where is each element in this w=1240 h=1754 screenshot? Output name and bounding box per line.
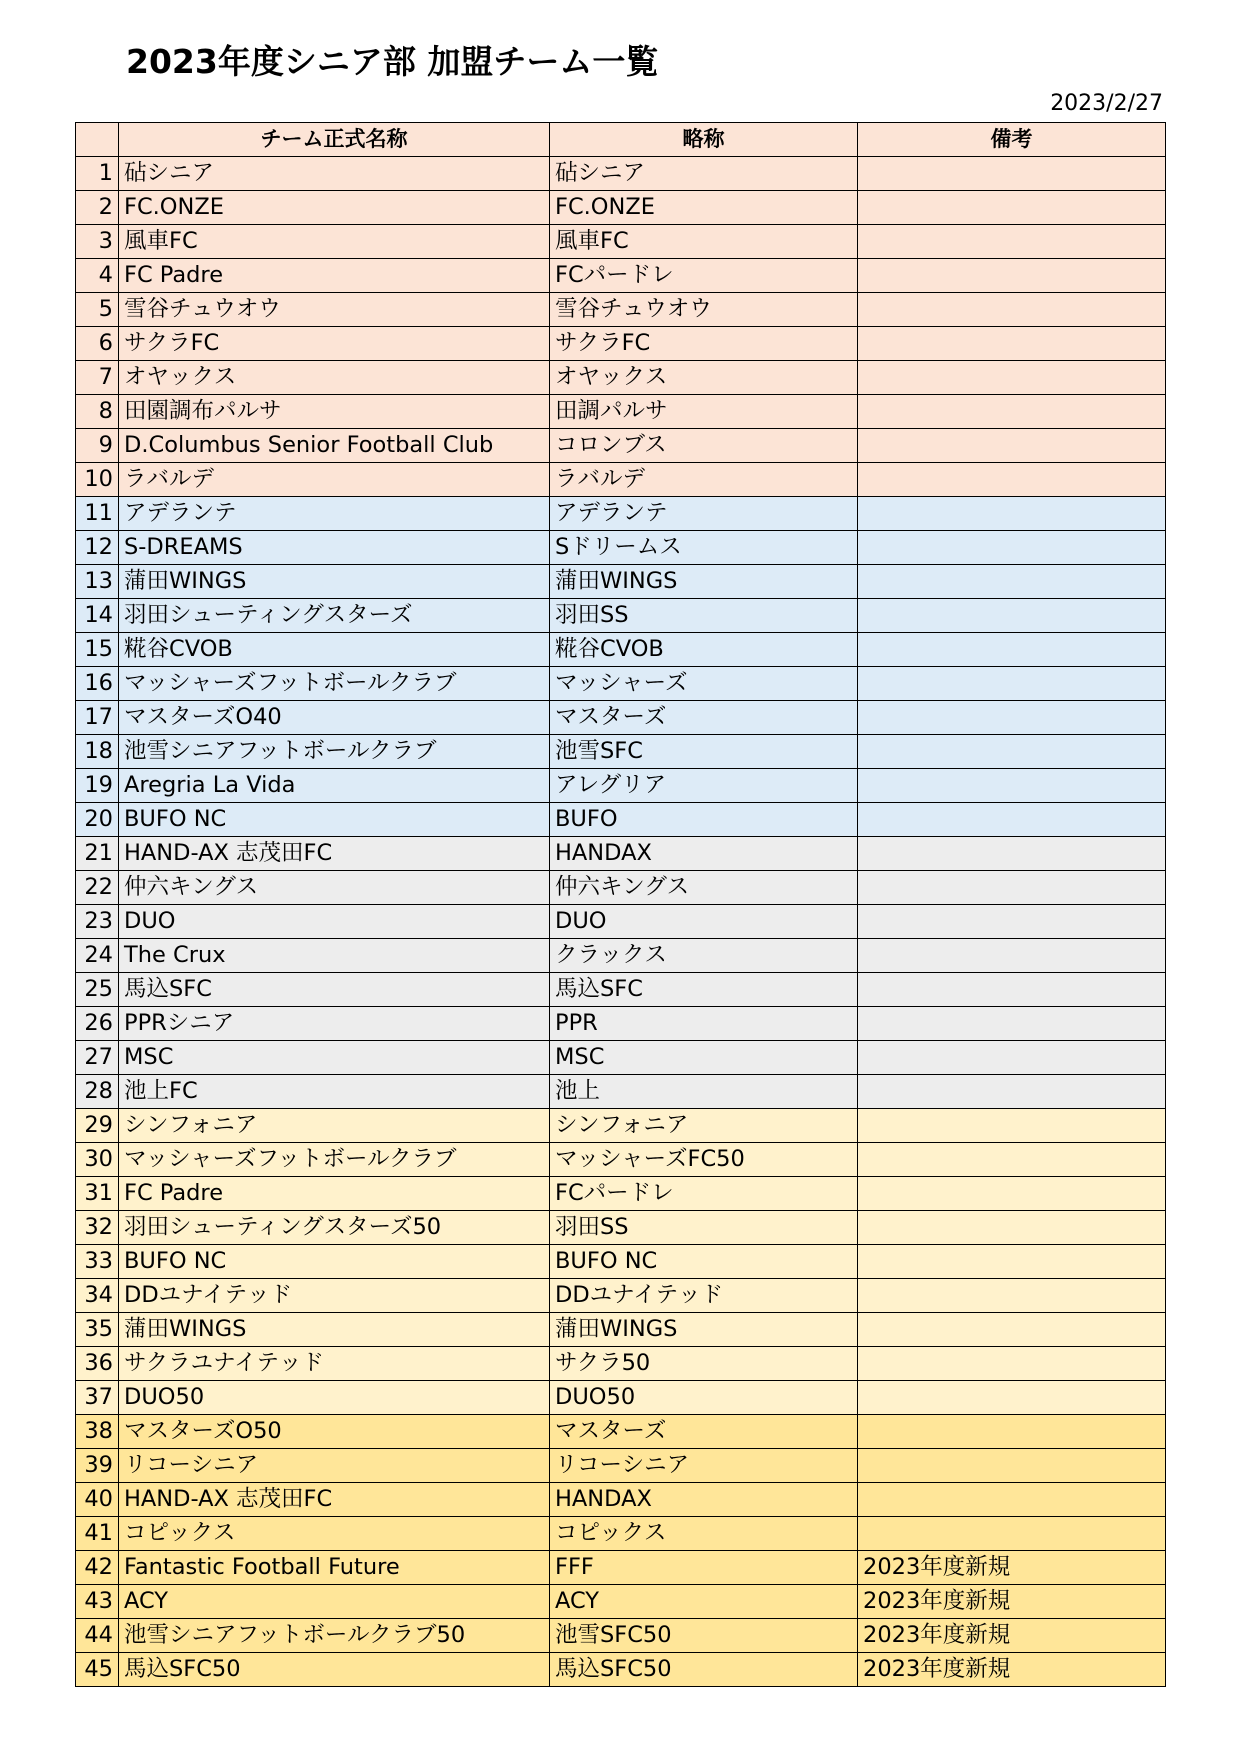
table-row	[76, 1551, 1166, 1585]
table-row	[76, 1483, 1166, 1517]
team-abbreviation: オヤックス	[550, 361, 858, 395]
team-remarks	[858, 1279, 1166, 1313]
team-abbreviation: FC.ONZE	[550, 191, 858, 225]
team-remarks	[858, 1483, 1166, 1517]
table-row	[76, 599, 1166, 633]
team-abbreviation: 雪谷チュウオウ	[550, 293, 858, 327]
team-official-name: Aregria La Vida	[119, 769, 550, 803]
table-row	[76, 633, 1166, 667]
table-row	[76, 1449, 1166, 1483]
table-row	[76, 1585, 1166, 1619]
team-abbreviation: マッシャーズ	[550, 667, 858, 701]
team-official-name: DUO50	[119, 1381, 550, 1415]
table-row	[76, 225, 1166, 259]
team-official-name: 羽田シューティングスターズ	[119, 599, 550, 633]
team-remarks	[858, 463, 1166, 497]
table-row	[76, 1653, 1166, 1687]
team-official-name: オヤックス	[119, 361, 550, 395]
row-number: 12	[76, 531, 119, 565]
team-remarks	[858, 973, 1166, 1007]
header-remarks: 備考	[858, 123, 1166, 157]
team-official-name: 池上FC	[119, 1075, 550, 1109]
team-official-name: サクラユナイテッド	[119, 1347, 550, 1381]
team-official-name: 蒲田WINGS	[119, 565, 550, 599]
team-remarks	[858, 1041, 1166, 1075]
row-number: 6	[76, 327, 119, 361]
table-row	[76, 531, 1166, 565]
row-number: 31	[76, 1177, 119, 1211]
team-abbreviation: 風車FC	[550, 225, 858, 259]
row-number: 36	[76, 1347, 119, 1381]
team-remarks	[858, 429, 1166, 463]
team-official-name: シンフォニア	[119, 1109, 550, 1143]
team-abbreviation: サクラFC	[550, 327, 858, 361]
team-remarks	[858, 1449, 1166, 1483]
row-number: 35	[76, 1313, 119, 1347]
team-remarks	[858, 837, 1166, 871]
row-number: 26	[76, 1007, 119, 1041]
row-number: 4	[76, 259, 119, 293]
team-official-name: FC Padre	[119, 1177, 550, 1211]
row-number: 14	[76, 599, 119, 633]
table-row	[76, 293, 1166, 327]
team-official-name: アデランテ	[119, 497, 550, 531]
team-abbreviation: HANDAX	[550, 837, 858, 871]
team-abbreviation: DUO	[550, 905, 858, 939]
team-official-name: 雪谷チュウオウ	[119, 293, 550, 327]
team-remarks	[858, 395, 1166, 429]
team-official-name: DUO	[119, 905, 550, 939]
team-abbreviation: コピックス	[550, 1517, 858, 1551]
team-official-name: 風車FC	[119, 225, 550, 259]
team-abbreviation: ラバルデ	[550, 463, 858, 497]
table-row	[76, 837, 1166, 871]
team-remarks	[858, 1075, 1166, 1109]
team-abbreviation: DUO50	[550, 1381, 858, 1415]
row-number: 20	[76, 803, 119, 837]
team-remarks	[858, 327, 1166, 361]
row-number: 39	[76, 1449, 119, 1483]
row-number: 29	[76, 1109, 119, 1143]
team-abbreviation: 池上	[550, 1075, 858, 1109]
row-number: 23	[76, 905, 119, 939]
team-abbreviation: HANDAX	[550, 1483, 858, 1517]
team-abbreviation: 羽田SS	[550, 1211, 858, 1245]
table-row	[76, 803, 1166, 837]
team-official-name: HAND-AX 志茂田FC	[119, 1483, 550, 1517]
team-abbreviation: マスターズ	[550, 1415, 858, 1449]
page-title: 2023年度シニア部 加盟チーム一覧	[126, 42, 659, 81]
row-number: 17	[76, 701, 119, 735]
team-remarks	[858, 803, 1166, 837]
team-official-name: リコーシニア	[119, 1449, 550, 1483]
team-remarks	[858, 667, 1166, 701]
teams-table	[75, 122, 1166, 1687]
team-remarks	[858, 1415, 1166, 1449]
team-remarks	[858, 939, 1166, 973]
team-abbreviation: 馬込SFC50	[550, 1653, 858, 1687]
row-number: 7	[76, 361, 119, 395]
team-abbreviation: リコーシニア	[550, 1449, 858, 1483]
row-number: 16	[76, 667, 119, 701]
team-official-name: BUFO NC	[119, 803, 550, 837]
row-number: 28	[76, 1075, 119, 1109]
row-number: 11	[76, 497, 119, 531]
team-abbreviation: アレグリア	[550, 769, 858, 803]
team-remarks	[858, 905, 1166, 939]
team-remarks	[858, 259, 1166, 293]
row-number: 25	[76, 973, 119, 1007]
row-number: 21	[76, 837, 119, 871]
team-official-name: FC.ONZE	[119, 191, 550, 225]
team-abbreviation: BUFO NC	[550, 1245, 858, 1279]
team-official-name: サクラFC	[119, 327, 550, 361]
team-remarks	[858, 871, 1166, 905]
team-remarks	[858, 1245, 1166, 1279]
table-row	[76, 905, 1166, 939]
table-row	[76, 1211, 1166, 1245]
team-abbreviation: コロンブス	[550, 429, 858, 463]
team-remarks	[858, 1177, 1166, 1211]
team-abbreviation: クラックス	[550, 939, 858, 973]
team-remarks	[858, 1109, 1166, 1143]
team-official-name: BUFO NC	[119, 1245, 550, 1279]
team-abbreviation: シンフォニア	[550, 1109, 858, 1143]
table-row	[76, 1517, 1166, 1551]
row-number: 1	[76, 157, 119, 191]
team-official-name: 糀谷CVOB	[119, 633, 550, 667]
table-row	[76, 735, 1166, 769]
table-row	[76, 157, 1166, 191]
team-remarks	[858, 1347, 1166, 1381]
team-official-name: The Crux	[119, 939, 550, 973]
table-row	[76, 1245, 1166, 1279]
table-row	[76, 1075, 1166, 1109]
team-official-name: MSC	[119, 1041, 550, 1075]
table-row	[76, 1143, 1166, 1177]
team-abbreviation: アデランテ	[550, 497, 858, 531]
team-official-name: 池雪シニアフットボールクラブ50	[119, 1619, 550, 1653]
row-number: 41	[76, 1517, 119, 1551]
row-number: 5	[76, 293, 119, 327]
table-row	[76, 463, 1166, 497]
team-remarks	[858, 191, 1166, 225]
team-remarks	[858, 599, 1166, 633]
row-number: 15	[76, 633, 119, 667]
team-official-name: コピックス	[119, 1517, 550, 1551]
team-abbreviation: 羽田SS	[550, 599, 858, 633]
row-number: 22	[76, 871, 119, 905]
team-official-name: 池雪シニアフットボールクラブ	[119, 735, 550, 769]
team-remarks	[858, 701, 1166, 735]
table-row	[76, 327, 1166, 361]
team-abbreviation: FCパードレ	[550, 259, 858, 293]
team-abbreviation: FFF	[550, 1551, 858, 1585]
row-number: 45	[76, 1653, 119, 1687]
team-abbreviation: DDユナイテッド	[550, 1279, 858, 1313]
team-official-name: 羽田シューティングスターズ50	[119, 1211, 550, 1245]
team-abbreviation: ACY	[550, 1585, 858, 1619]
team-remarks	[858, 225, 1166, 259]
table-row	[76, 667, 1166, 701]
team-official-name: S-DREAMS	[119, 531, 550, 565]
header-official-name: チーム正式名称	[119, 123, 550, 157]
team-abbreviation: 蒲田WINGS	[550, 1313, 858, 1347]
team-abbreviation: Sドリームス	[550, 531, 858, 565]
team-abbreviation: BUFO	[550, 803, 858, 837]
row-number: 40	[76, 1483, 119, 1517]
header-abbreviation: 略称	[550, 123, 858, 157]
team-abbreviation: MSC	[550, 1041, 858, 1075]
team-remarks	[858, 633, 1166, 667]
table-row	[76, 429, 1166, 463]
team-remarks	[858, 565, 1166, 599]
table-row	[76, 1279, 1166, 1313]
team-official-name: 馬込SFC50	[119, 1653, 550, 1687]
table-row	[76, 1177, 1166, 1211]
table-row	[76, 395, 1166, 429]
table-row	[76, 1109, 1166, 1143]
table-row	[76, 973, 1166, 1007]
team-remarks: 2023年度新規	[858, 1619, 1166, 1653]
row-number: 38	[76, 1415, 119, 1449]
team-abbreviation: マッシャーズFC50	[550, 1143, 858, 1177]
row-number: 43	[76, 1585, 119, 1619]
row-number: 30	[76, 1143, 119, 1177]
team-official-name: マッシャーズフットボールクラブ	[119, 1143, 550, 1177]
table-row	[76, 1313, 1166, 1347]
header-number	[76, 123, 119, 157]
table-row	[76, 565, 1166, 599]
team-remarks	[858, 1381, 1166, 1415]
team-official-name: D.Columbus Senior Football Club	[119, 429, 550, 463]
row-number: 9	[76, 429, 119, 463]
team-remarks: 2023年度新規	[858, 1653, 1166, 1687]
document-date: 2023/2/27	[1050, 91, 1163, 116]
row-number: 13	[76, 565, 119, 599]
team-remarks	[858, 1007, 1166, 1041]
team-remarks	[858, 1517, 1166, 1551]
row-number: 37	[76, 1381, 119, 1415]
row-number: 32	[76, 1211, 119, 1245]
team-official-name: 蒲田WINGS	[119, 1313, 550, 1347]
table-row	[76, 871, 1166, 905]
row-number: 44	[76, 1619, 119, 1653]
team-abbreviation: 馬込SFC	[550, 973, 858, 1007]
team-remarks	[858, 735, 1166, 769]
team-abbreviation: マスターズ	[550, 701, 858, 735]
row-number: 24	[76, 939, 119, 973]
row-number: 27	[76, 1041, 119, 1075]
table-row	[76, 701, 1166, 735]
team-abbreviation: 砧シニア	[550, 157, 858, 191]
team-remarks: 2023年度新規	[858, 1585, 1166, 1619]
team-remarks	[858, 1313, 1166, 1347]
team-abbreviation: PPR	[550, 1007, 858, 1041]
team-official-name: Fantastic Football Future	[119, 1551, 550, 1585]
row-number: 3	[76, 225, 119, 259]
row-number: 2	[76, 191, 119, 225]
team-official-name: HAND-AX 志茂田FC	[119, 837, 550, 871]
table-row	[76, 191, 1166, 225]
row-number: 33	[76, 1245, 119, 1279]
team-official-name: ラバルデ	[119, 463, 550, 497]
team-official-name: マスターズO40	[119, 701, 550, 735]
row-number: 42	[76, 1551, 119, 1585]
team-abbreviation: 仲六キングス	[550, 871, 858, 905]
table-row	[76, 361, 1166, 395]
table-row	[76, 497, 1166, 531]
team-official-name: 田園調布パルサ	[119, 395, 550, 429]
team-remarks	[858, 361, 1166, 395]
row-number: 18	[76, 735, 119, 769]
header-row	[76, 123, 1166, 157]
team-remarks	[858, 1143, 1166, 1177]
team-rows	[76, 157, 1166, 1687]
team-remarks	[858, 531, 1166, 565]
row-number: 10	[76, 463, 119, 497]
team-official-name: 砧シニア	[119, 157, 550, 191]
table-row	[76, 939, 1166, 973]
table-row	[76, 1619, 1166, 1653]
table-row	[76, 1381, 1166, 1415]
team-remarks	[858, 157, 1166, 191]
row-number: 19	[76, 769, 119, 803]
row-number: 34	[76, 1279, 119, 1313]
team-official-name: 馬込SFC	[119, 973, 550, 1007]
table-row	[76, 1041, 1166, 1075]
team-abbreviation: 池雪SFC50	[550, 1619, 858, 1653]
team-official-name: ACY	[119, 1585, 550, 1619]
team-abbreviation: 池雪SFC	[550, 735, 858, 769]
team-abbreviation: 糀谷CVOB	[550, 633, 858, 667]
team-official-name: 仲六キングス	[119, 871, 550, 905]
team-abbreviation: サクラ50	[550, 1347, 858, 1381]
table-row	[76, 1347, 1166, 1381]
table-row	[76, 1415, 1166, 1449]
table-row	[76, 769, 1166, 803]
team-remarks	[858, 293, 1166, 327]
team-official-name: PPRシニア	[119, 1007, 550, 1041]
team-official-name: FC Padre	[119, 259, 550, 293]
team-official-name: マスターズO50	[119, 1415, 550, 1449]
team-remarks	[858, 1211, 1166, 1245]
row-number: 8	[76, 395, 119, 429]
team-remarks	[858, 769, 1166, 803]
table-row	[76, 259, 1166, 293]
team-abbreviation: FCパードレ	[550, 1177, 858, 1211]
team-abbreviation: 蒲田WINGS	[550, 565, 858, 599]
team-remarks: 2023年度新規	[858, 1551, 1166, 1585]
table-row	[76, 1007, 1166, 1041]
team-remarks	[858, 497, 1166, 531]
team-abbreviation: 田調パルサ	[550, 395, 858, 429]
team-official-name: マッシャーズフットボールクラブ	[119, 667, 550, 701]
team-official-name: DDユナイテッド	[119, 1279, 550, 1313]
